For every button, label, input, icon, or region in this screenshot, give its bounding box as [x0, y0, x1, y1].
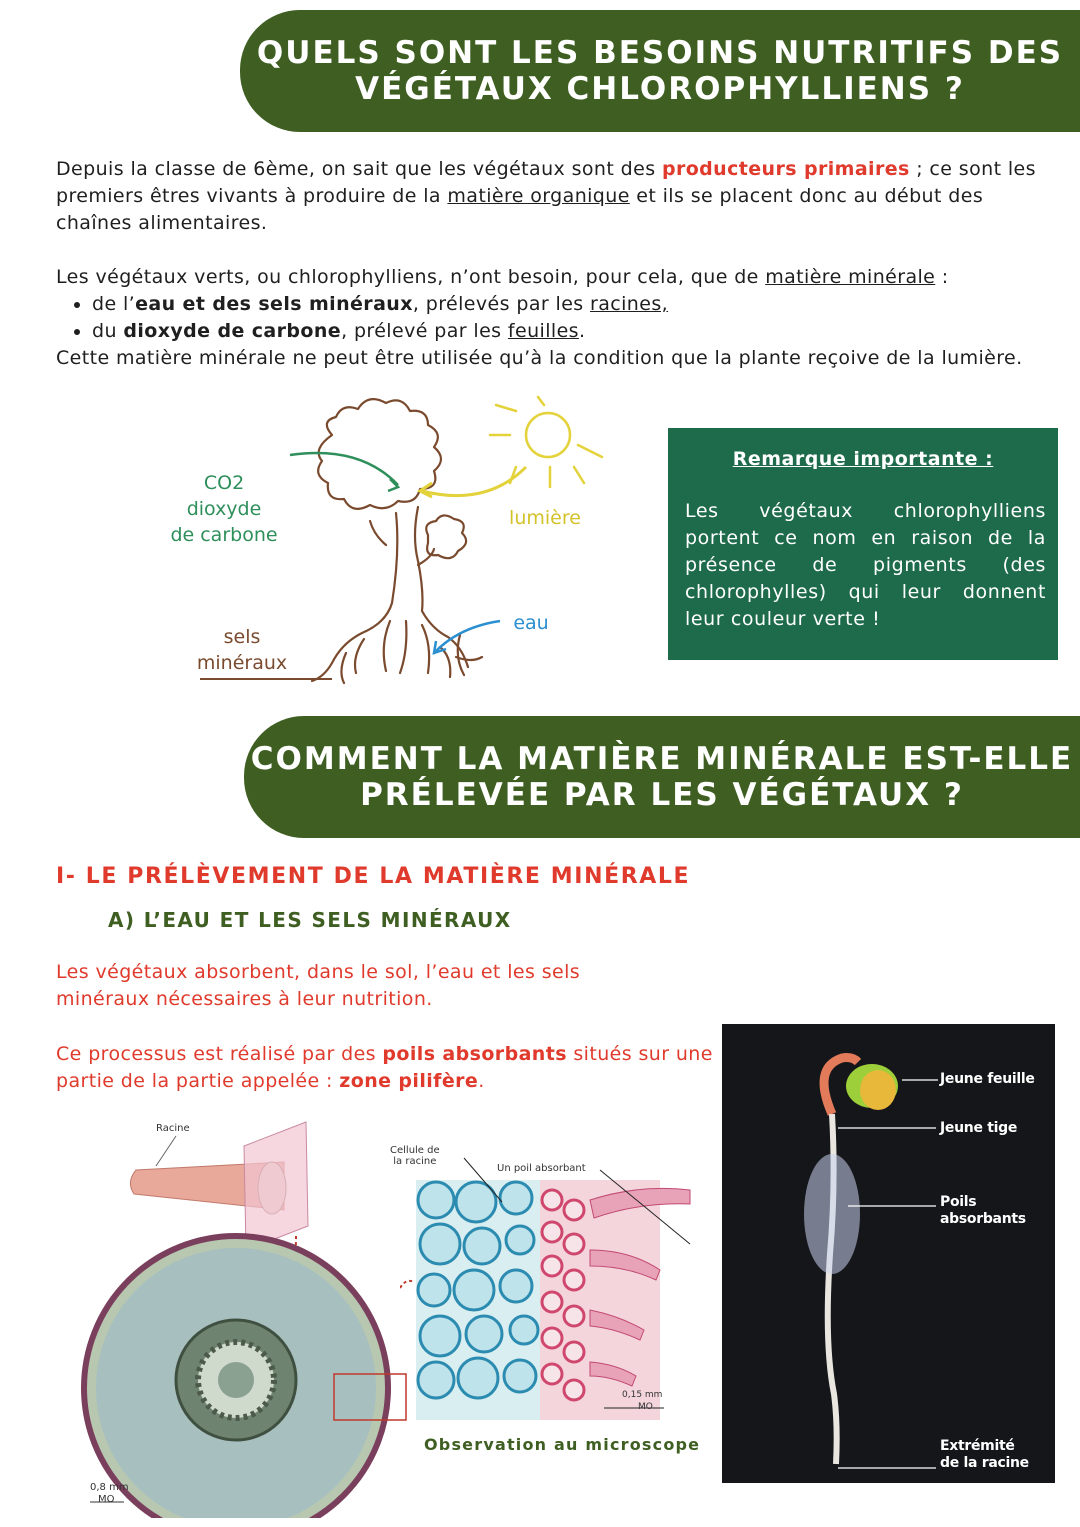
young-leaf-label: Jeune feuille [940, 1071, 1035, 1087]
highlight-producteurs: producteurs primaires [661, 158, 910, 180]
item-text: , prélevés par les [412, 293, 591, 315]
para-text: situés sur une partie de la partie appelée : [56, 1043, 713, 1092]
root-label: Racine [156, 1123, 190, 1134]
cell-label-line: Cellule de [390, 1145, 440, 1156]
root-hair-label: Un poil absorbant [497, 1163, 586, 1174]
list-item [92, 291, 1046, 318]
important-note-box [668, 428, 1058, 660]
para-text: Ce processus est réalisé par des [56, 1043, 383, 1065]
section-banner-nutrition [240, 10, 1080, 132]
intro-paragraph [56, 156, 1046, 237]
sun-icon [490, 397, 602, 487]
co2-label-line: de carbone [170, 524, 278, 546]
banner-line-1: COMMENT LA MATIÈRE MINÉRALE EST-ELLE [250, 741, 1074, 777]
root-hairs-paragraph [56, 1041, 716, 1095]
list-item [92, 318, 1046, 345]
item-bold: eau et des sels minéraux [135, 293, 413, 315]
note-body: Les végétaux chlorophylliens portent ce nom en raison de la présence de pigments (des chlorophylles) qui leur donnent leur couleur verte ! [685, 500, 1046, 630]
item-text: , prélevé par les [341, 320, 508, 342]
item-underlined: racines, [590, 293, 669, 315]
note-title: Remarque importante : [732, 448, 994, 470]
needs-paragraph [56, 264, 1046, 372]
root-tip-label-line: de la racine [940, 1455, 1029, 1471]
light-arrow [422, 467, 526, 496]
para-text: . [478, 1070, 485, 1092]
water-label: eau [513, 612, 549, 634]
banner-line-1: QUELS SONT LES BESOINS NUTRITIFS DES [256, 35, 1064, 71]
banner-line-2: PRÉLEVÉE PAR LES VÉGÉTAUX ? [360, 777, 964, 813]
underlined-matiere-minerale: matière minérale [765, 266, 936, 288]
item-text: de l’ [92, 293, 136, 315]
small-scale-unit: MO [638, 1402, 653, 1412]
underlined-matiere-organique: matière organique [447, 185, 630, 207]
co2-label-line: dioxyde [186, 498, 262, 520]
root-hairs-label [940, 1194, 1026, 1228]
needs-text: Les végétaux verts, ou chlorophylliens, n’ont besoin, pour cela, que de [56, 266, 766, 288]
intro-text: et ils se placent donc au début des chaînes alimentaires. [56, 185, 984, 234]
intro-text: Depuis la classe de 6ème, on sait que les végétaux sont des [56, 158, 662, 180]
bold-zone-pilifere: zone pilifère [339, 1070, 479, 1092]
light-label: lumière [509, 507, 581, 529]
intro-text: ; ce sont les premiers êtres vivants à produire de la [56, 158, 1036, 207]
section-banner-absorption [244, 716, 1080, 838]
root-hairs-label-line: absorbants [940, 1211, 1026, 1227]
salts-label [190, 624, 294, 676]
item-text: . [578, 320, 586, 342]
needs-text: : [935, 266, 949, 288]
salts-label-line: sels [223, 626, 261, 648]
seedling-photo [722, 1024, 1055, 1483]
light-condition: Cette matière minérale ne peut être utilisée qu’à la condition que la plante reçoive de la lumière. [56, 347, 1023, 369]
small-scale-value: 0,15 mm [622, 1390, 663, 1400]
root-tip-label [940, 1438, 1029, 1472]
item-underlined: feuilles [507, 320, 579, 342]
root-cross-section-illustration [76, 1118, 416, 1518]
salts-label-line: minéraux [196, 652, 288, 674]
seedling-drawing [722, 1024, 1055, 1483]
item-text: du [92, 320, 124, 342]
young-stem-label: Jeune tige [940, 1120, 1018, 1136]
cell-label-line: la racine [393, 1156, 437, 1167]
cell-label [390, 1145, 440, 1167]
root-hairs-label-line: Poils [940, 1194, 977, 1210]
root-tip-label-line: Extrémité [940, 1438, 1015, 1454]
cells-microscope-image [400, 1140, 700, 1430]
co2-label-line: CO2 [203, 472, 245, 494]
co2-arrow [290, 453, 398, 485]
cut-plane [244, 1122, 308, 1250]
needs-list [56, 291, 1046, 345]
banner-line-2: VÉGÉTAUX CHLOROPHYLLIENS ? [355, 71, 965, 107]
subsection-title: A) L’EAU ET LES SELS MINÉRAUX [108, 908, 512, 932]
light-arrowhead [420, 483, 432, 497]
needs-intro-line [56, 264, 1046, 291]
bold-poils-absorbants: poils absorbants [382, 1043, 567, 1065]
co2-label [164, 470, 284, 548]
big-scale-value: 0,8 mm [90, 1482, 129, 1493]
co2-arrowhead [388, 479, 398, 491]
absorption-paragraph: Les végétaux absorbent, dans le sol, l’eau et les sels minéraux nécessaires à leur nutrition. [56, 961, 581, 1010]
item-bold: dioxyde de carbone [123, 320, 342, 342]
section-title: I- LE PRÉLÈVEMENT DE LA MATIÈRE MINÉRALE [56, 864, 691, 889]
tree-trunk-roots [312, 507, 482, 683]
microscope-caption: Observation au microscope [424, 1435, 701, 1454]
big-scale-unit: MO [98, 1494, 115, 1505]
